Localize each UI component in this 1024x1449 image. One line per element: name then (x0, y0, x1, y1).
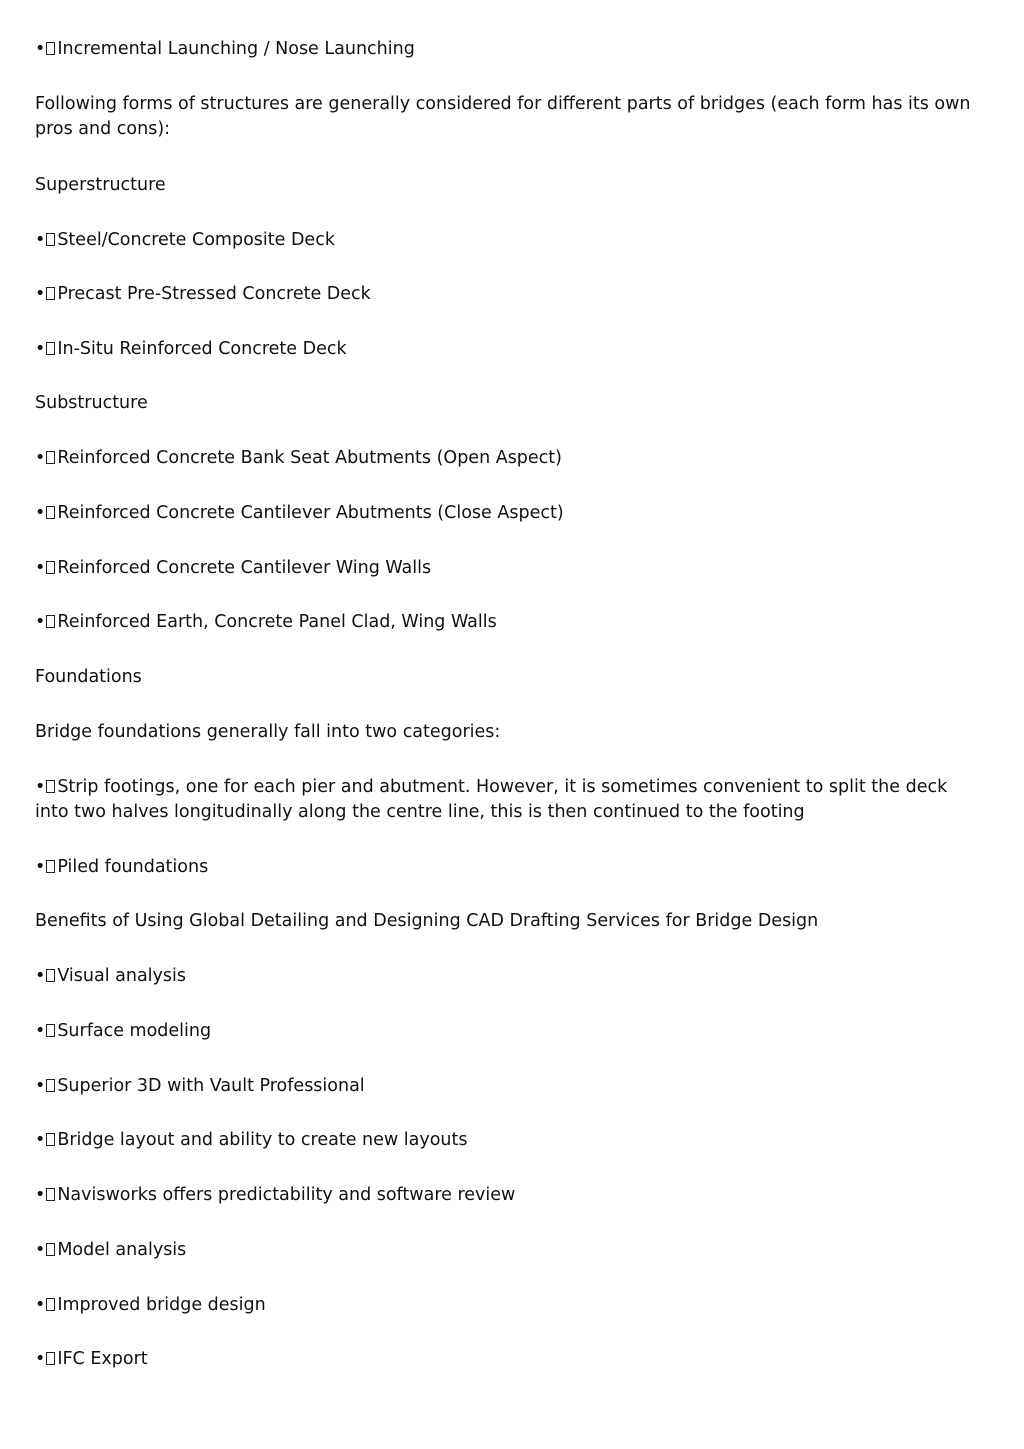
bullet-marker: • (35, 1295, 46, 1315)
bullet-item (35, 1074, 985, 1099)
bullet-item (35, 1128, 985, 1153)
heading-text: Benefits of Using Global Detailing and Designing CAD Drafting Services for Bridge Design (35, 911, 819, 931)
bullet-text: Bridge layout and ability to create new layouts (57, 1130, 468, 1150)
bullet-text: Precast Pre-Stressed Concrete Deck (57, 284, 371, 304)
bullet-marker: • (35, 857, 46, 877)
missing-glyph-icon (46, 1024, 55, 1037)
bullet-item (35, 1293, 985, 1318)
bullet-text: Visual analysis (57, 966, 186, 986)
bullet-text: Surface modeling (57, 1021, 212, 1041)
bullet-marker: • (35, 284, 46, 304)
bullet-marker: • (35, 966, 46, 986)
bullet-marker: • (35, 1185, 46, 1205)
bullet-item (35, 964, 985, 989)
bullet-item (35, 337, 985, 362)
bullet-marker: • (35, 448, 46, 468)
bullet-marker: • (35, 1076, 46, 1096)
bullet-item (35, 282, 985, 307)
section-heading (35, 665, 985, 690)
bullet-marker: • (35, 1021, 46, 1041)
bullet-item (35, 556, 985, 581)
bullet-text: Navisworks offers predictability and software review (57, 1185, 516, 1205)
bullet-text: Model analysis (57, 1240, 187, 1260)
bullet-text: Reinforced Earth, Concrete Panel Clad, Wing Walls (57, 612, 497, 632)
bullet-item (35, 775, 985, 825)
bullet-text: Reinforced Concrete Bank Seat Abutments (Open Aspect) (57, 448, 562, 468)
paragraph (35, 92, 985, 142)
missing-glyph-icon (46, 342, 55, 355)
bullet-text: Steel/Concrete Composite Deck (57, 230, 335, 250)
bullet-item (35, 37, 985, 62)
bullet-marker: • (35, 1240, 46, 1260)
paragraph (35, 720, 985, 745)
bullet-item (35, 1019, 985, 1044)
bullet-marker: • (35, 558, 46, 578)
bullet-marker: • (35, 39, 46, 59)
bullet-text: IFC Export (57, 1349, 148, 1369)
bullet-item (35, 1238, 985, 1263)
heading-text: Foundations (35, 667, 142, 687)
missing-glyph-icon (46, 1079, 55, 1092)
section-heading (35, 173, 985, 198)
bullet-item (35, 1347, 985, 1372)
bullet-item (35, 1183, 985, 1208)
missing-glyph-icon (46, 233, 55, 246)
bullet-text: Reinforced Concrete Cantilever Wing Walls (57, 558, 432, 578)
section-heading (35, 391, 985, 416)
bullet-item (35, 446, 985, 471)
bullet-text: Piled foundations (57, 857, 209, 877)
bullet-text: Reinforced Concrete Cantilever Abutments (Close Aspect) (57, 503, 564, 523)
bullet-item (35, 610, 985, 635)
missing-glyph-icon (46, 860, 55, 873)
bullet-text: Superior 3D with Vault Professional (57, 1076, 365, 1096)
bullet-marker: • (35, 1349, 46, 1369)
missing-glyph-icon (46, 615, 55, 628)
missing-glyph-icon (46, 1188, 55, 1201)
missing-glyph-icon (46, 1298, 55, 1311)
missing-glyph-icon (46, 287, 55, 300)
bullet-text: In-Situ Reinforced Concrete Deck (57, 339, 347, 359)
paragraph-text: Bridge foundations generally fall into two categories: (35, 722, 501, 742)
bullet-text: Improved bridge design (57, 1295, 266, 1315)
bullet-marker: • (35, 612, 46, 632)
bullet-marker: • (35, 230, 46, 250)
paragraph-text: Following forms of structures are generally considered for different parts of bridges (each form has its own pros and cons): (35, 94, 971, 139)
missing-glyph-icon (46, 780, 55, 793)
bullet-marker: • (35, 1130, 46, 1150)
bullet-text: Strip footings, one for each pier and abutment. However, it is sometimes convenient to split the deck into two halves longitudinally along the centre line, this is then continued to the footing (35, 777, 948, 822)
missing-glyph-icon (46, 1133, 55, 1146)
bullet-marker: • (35, 503, 46, 523)
missing-glyph-icon (46, 969, 55, 982)
missing-glyph-icon (46, 1352, 55, 1365)
heading-text: Substructure (35, 393, 148, 413)
bullet-item (35, 855, 985, 880)
missing-glyph-icon (46, 1243, 55, 1256)
missing-glyph-icon (46, 561, 55, 574)
missing-glyph-icon (46, 42, 55, 55)
bullet-item (35, 228, 985, 253)
bullet-marker: • (35, 777, 46, 797)
bullet-text: Incremental Launching / Nose Launching (57, 39, 415, 59)
heading-text: Superstructure (35, 175, 166, 195)
bullet-marker: • (35, 339, 46, 359)
bullet-item (35, 501, 985, 526)
missing-glyph-icon (46, 506, 55, 519)
section-heading (35, 909, 985, 934)
missing-glyph-icon (46, 451, 55, 464)
